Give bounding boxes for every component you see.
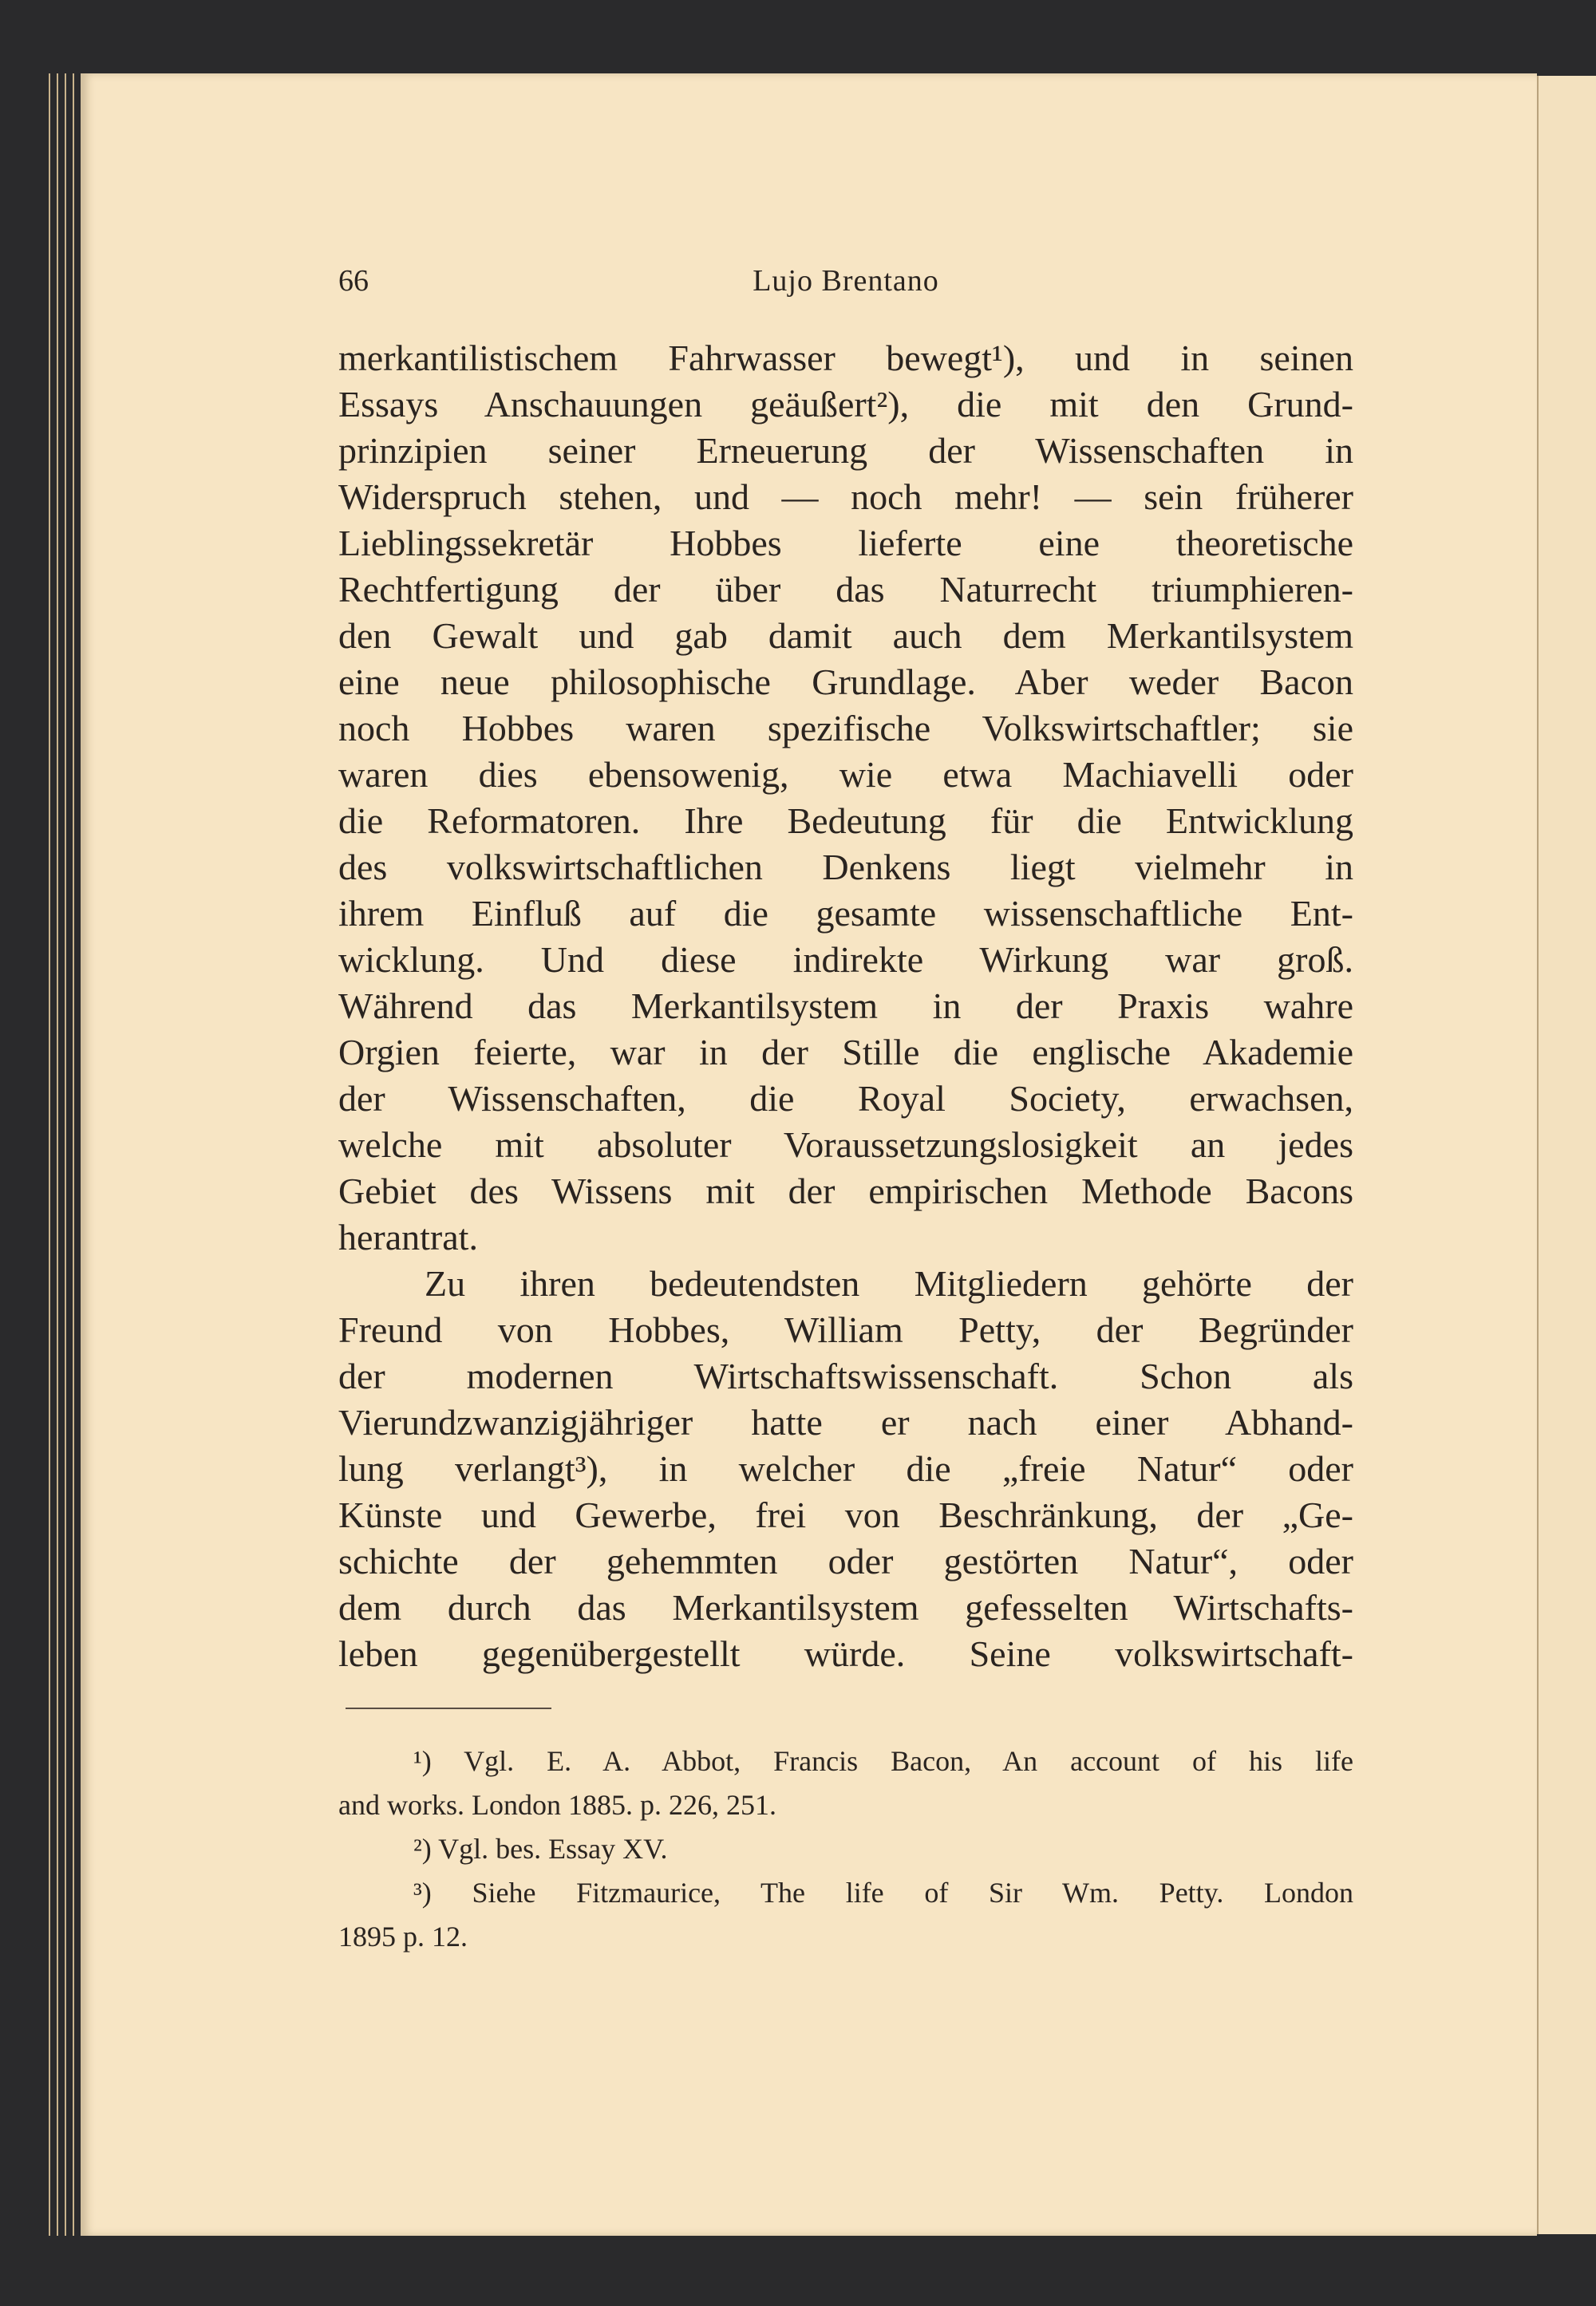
body-text	[338, 335, 1353, 1677]
footnote-rule	[346, 1708, 551, 1709]
text-line: welche mit absoluter Voraussetzungslosigkeit an jedes	[338, 1124, 1353, 1165]
text-line: der Wissenschaften, die Royal Society, erwachsen,	[338, 1078, 1353, 1119]
text-line: Orgien feierte, war in der Stille die englische Akademie	[338, 1032, 1353, 1072]
text-line: lung verlangt³), in welcher die „freie Natur“ oder	[338, 1448, 1353, 1489]
page-stack-edge	[73, 73, 74, 2236]
text-line: Essays Anschauungen geäußert²), die mit den Grund-	[338, 384, 1353, 424]
running-head: Lujo Brentano	[753, 264, 939, 298]
page-number: 66	[338, 264, 369, 298]
text-line: Vierundzwanzigjähriger hatte er nach einer Abhand-	[338, 1402, 1353, 1443]
text-line: schichte der gehemmten oder gestörten Natur“, oder	[338, 1541, 1353, 1581]
text-line: herantrat.	[338, 1217, 478, 1258]
text-line: Widerspruch stehen, und — noch mehr! — sein früherer	[338, 476, 1353, 517]
text-line: Gebiet des Wissens mit der empirischen Methode Bacons	[338, 1171, 1353, 1211]
footnote-line: ³) Siehe Fitzmaurice, The life of Sir Wm. Petty. London	[413, 1877, 1353, 1909]
page-header	[338, 263, 1353, 303]
text-line: waren dies ebensowenig, wie etwa Machiavelli oder	[338, 754, 1353, 795]
text-line: ihrem Einfluß auf die gesamte wissenschaftliche Ent-	[338, 893, 1353, 934]
text-line: der modernen Wirtschaftswissenschaft. Schon als	[338, 1356, 1353, 1396]
text-line: Während das Merkantilsystem in der Praxis wahre	[338, 985, 1353, 1026]
footnote-line: ¹) Vgl. E. A. Abbot, Francis Bacon, An account of his life	[413, 1745, 1353, 1777]
text-line: noch Hobbes waren spezifische Volkswirtschaftler; sie	[338, 708, 1353, 748]
text-line: leben gegenübergestellt würde. Seine volkswirtschaft-	[338, 1633, 1353, 1674]
text-line: Freund von Hobbes, William Petty, der Begründer	[338, 1309, 1353, 1350]
text-line: Rechtfertigung der über das Naturrecht triumphieren-	[338, 569, 1353, 610]
text-line: wicklung. Und diese indirekte Wirkung war groß.	[338, 939, 1353, 980]
footnote-line: 1895 p. 12.	[338, 1921, 468, 1953]
text-line: eine neue philosophische Grundlage. Aber weder Bacon	[338, 661, 1353, 702]
text-line: die Reformatoren. Ihre Bedeutung für die Entwicklung	[338, 800, 1353, 841]
text-line: dem durch das Merkantilsystem gefesselten Wirtschafts-	[338, 1587, 1353, 1628]
footnote-line: and works. London 1885. p. 226, 251.	[338, 1789, 776, 1821]
text-line: Lieblingssekretär Hobbes lieferte eine theoretische	[338, 523, 1353, 563]
text-line: des volkswirtschaftlichen Denkens liegt vielmehr in	[338, 847, 1353, 887]
page-stack-edge	[57, 73, 58, 2236]
text-line: Zu ihren bedeutendsten Mitgliedern gehörte der	[425, 1263, 1353, 1304]
page-stack-edge	[49, 73, 50, 2236]
footnotes	[338, 1739, 1353, 1959]
text-line: den Gewalt und gab damit auch dem Merkantilsystem	[338, 615, 1353, 656]
adjacent-page-edge	[1537, 76, 1596, 2234]
text-line: Künste und Gewerbe, frei von Beschränkung, der „Ge-	[338, 1495, 1353, 1535]
text-line: merkantilistischem Fahrwasser bewegt¹), und in seinen	[338, 338, 1353, 378]
page-stack-edge	[65, 73, 66, 2236]
footnote-line: ²) Vgl. bes. Essay XV.	[413, 1833, 668, 1865]
text-line: prinzipien seiner Erneuerung der Wissenschaften in	[338, 430, 1353, 471]
